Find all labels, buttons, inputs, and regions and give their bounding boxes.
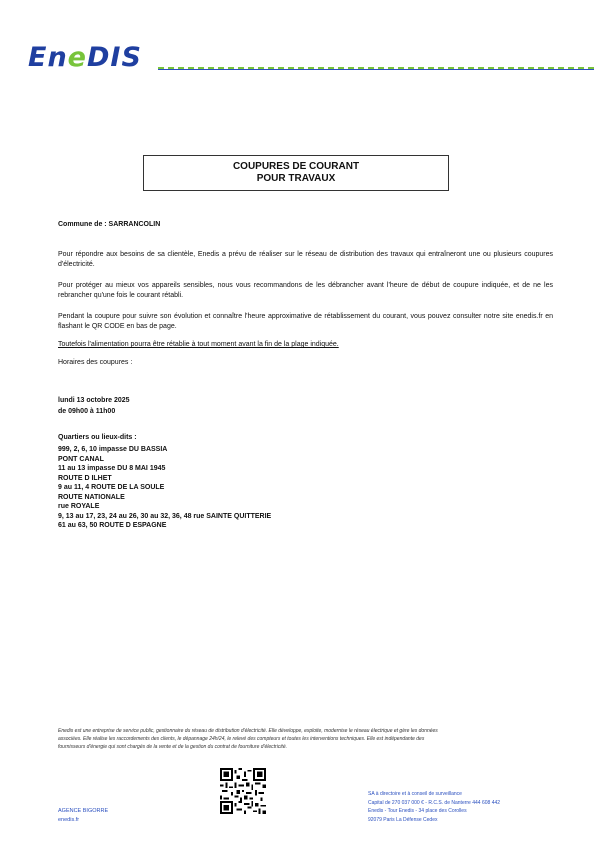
logo-text-part2: e — [67, 42, 87, 73]
notice-title-line2: POUR TRAVAUX — [256, 173, 336, 184]
website-link[interactable]: enedis.fr — [58, 817, 80, 823]
legal-line: Capital de 270 037 000 € - R.C.S. de Nanterre 444 608 442 — [368, 799, 501, 806]
outage-date: lundi 13 octobre 2025 — [58, 397, 130, 404]
paragraph-qr-info: Pendant la coupure pour suivre son évolution et connaître l'heure approximative de rétablissement du courant, vous pouvez consulter notre site enedis.fr en flashant le QR CODE en bas de page. — [58, 313, 553, 330]
location-item: rue ROYALE — [58, 503, 100, 510]
logo-text-part1: En — [28, 42, 68, 73]
schedule-label: Horaires des coupures : — [58, 359, 133, 366]
legal-line: 92079 Paris La Défense Cedex — [368, 816, 438, 823]
locations-list — [58, 445, 271, 531]
footer-note-line: fournisseurs d'énergie qui sont chargés de la vente et de la gestion du contrat de fourniture d'électricité. — [58, 744, 287, 750]
notice-title-line1: COUPURES DE COURANT — [232, 161, 360, 172]
location-item: 9 au 11, 4 ROUTE DE LA SOULE — [58, 484, 165, 491]
location-item: 61 au 63, 50 ROUTE D ESPAGNE — [58, 522, 167, 529]
footer-note-line: Enedis est une entreprise de service public, gestionnaire du réseau de distribution d'électricité. Elle développe, exploite, modernise le réseau électrique et gère les données — [58, 728, 438, 734]
header-divider-blue — [158, 69, 594, 70]
enedis-logo — [28, 44, 142, 71]
outage-time: de 09h00 à 11h00 — [58, 408, 116, 415]
legal-line: SA à directoire et à conseil de surveillance — [368, 791, 462, 797]
location-item: ROUTE NATIONALE — [58, 493, 125, 501]
qr-code-icon[interactable] — [220, 768, 266, 814]
footer-note-line: associées. Elle réalise les raccordements des clients, le dépannage 24h/24, le relevé des compteurs et toutes les interventions techniques. Elle est indépendante des — [58, 736, 425, 742]
paragraph-recommendation: Pour protéger au mieux vos appareils sensibles, nous vous recommandons de les débrancher avant l'heure de début de coupure indiquée, et de ne les rebrancher qu'une fois le courant rétabli. — [58, 282, 553, 299]
logo-text-part3: DIS — [86, 42, 142, 73]
legal-info-block — [368, 790, 500, 824]
location-item: ROUTE D ILHET — [58, 474, 112, 482]
footer-company-note — [58, 727, 538, 751]
paragraph-intro: Pour répondre aux besoins de sa clientèle, Enedis a prévu de réaliser sur le réseau de distribution des travaux qui entraîneront une ou plusieurs coupures d'électricité. — [58, 251, 553, 268]
agency-block — [58, 807, 108, 825]
location-item: 11 au 13 impasse DU 8 MAI 1945 — [58, 465, 166, 472]
legal-line: Enedis - Tour Enedis - 34 place des Corolles — [368, 808, 467, 814]
location-item: PONT CANAL — [58, 455, 104, 463]
notice-title-box — [143, 155, 449, 191]
commune-label: Commune de : SARRANCOLIN — [58, 221, 161, 228]
locations-label: Quartiers ou lieux-dits : — [58, 434, 137, 441]
location-item: 999, 2, 6, 10 impasse DU BASSIA — [58, 446, 168, 453]
paragraph-restore-notice: Toutefois l'alimentation pourra être rétablie à tout moment avant la fin de la plage indiquée. — [58, 341, 339, 348]
agency-name: AGENCE BIGORRE — [58, 808, 109, 814]
location-item: 9, 13 au 17, 23, 24 au 26, 30 au 32, 36, 48 rue SAINTE QUITTERIE — [58, 512, 272, 520]
